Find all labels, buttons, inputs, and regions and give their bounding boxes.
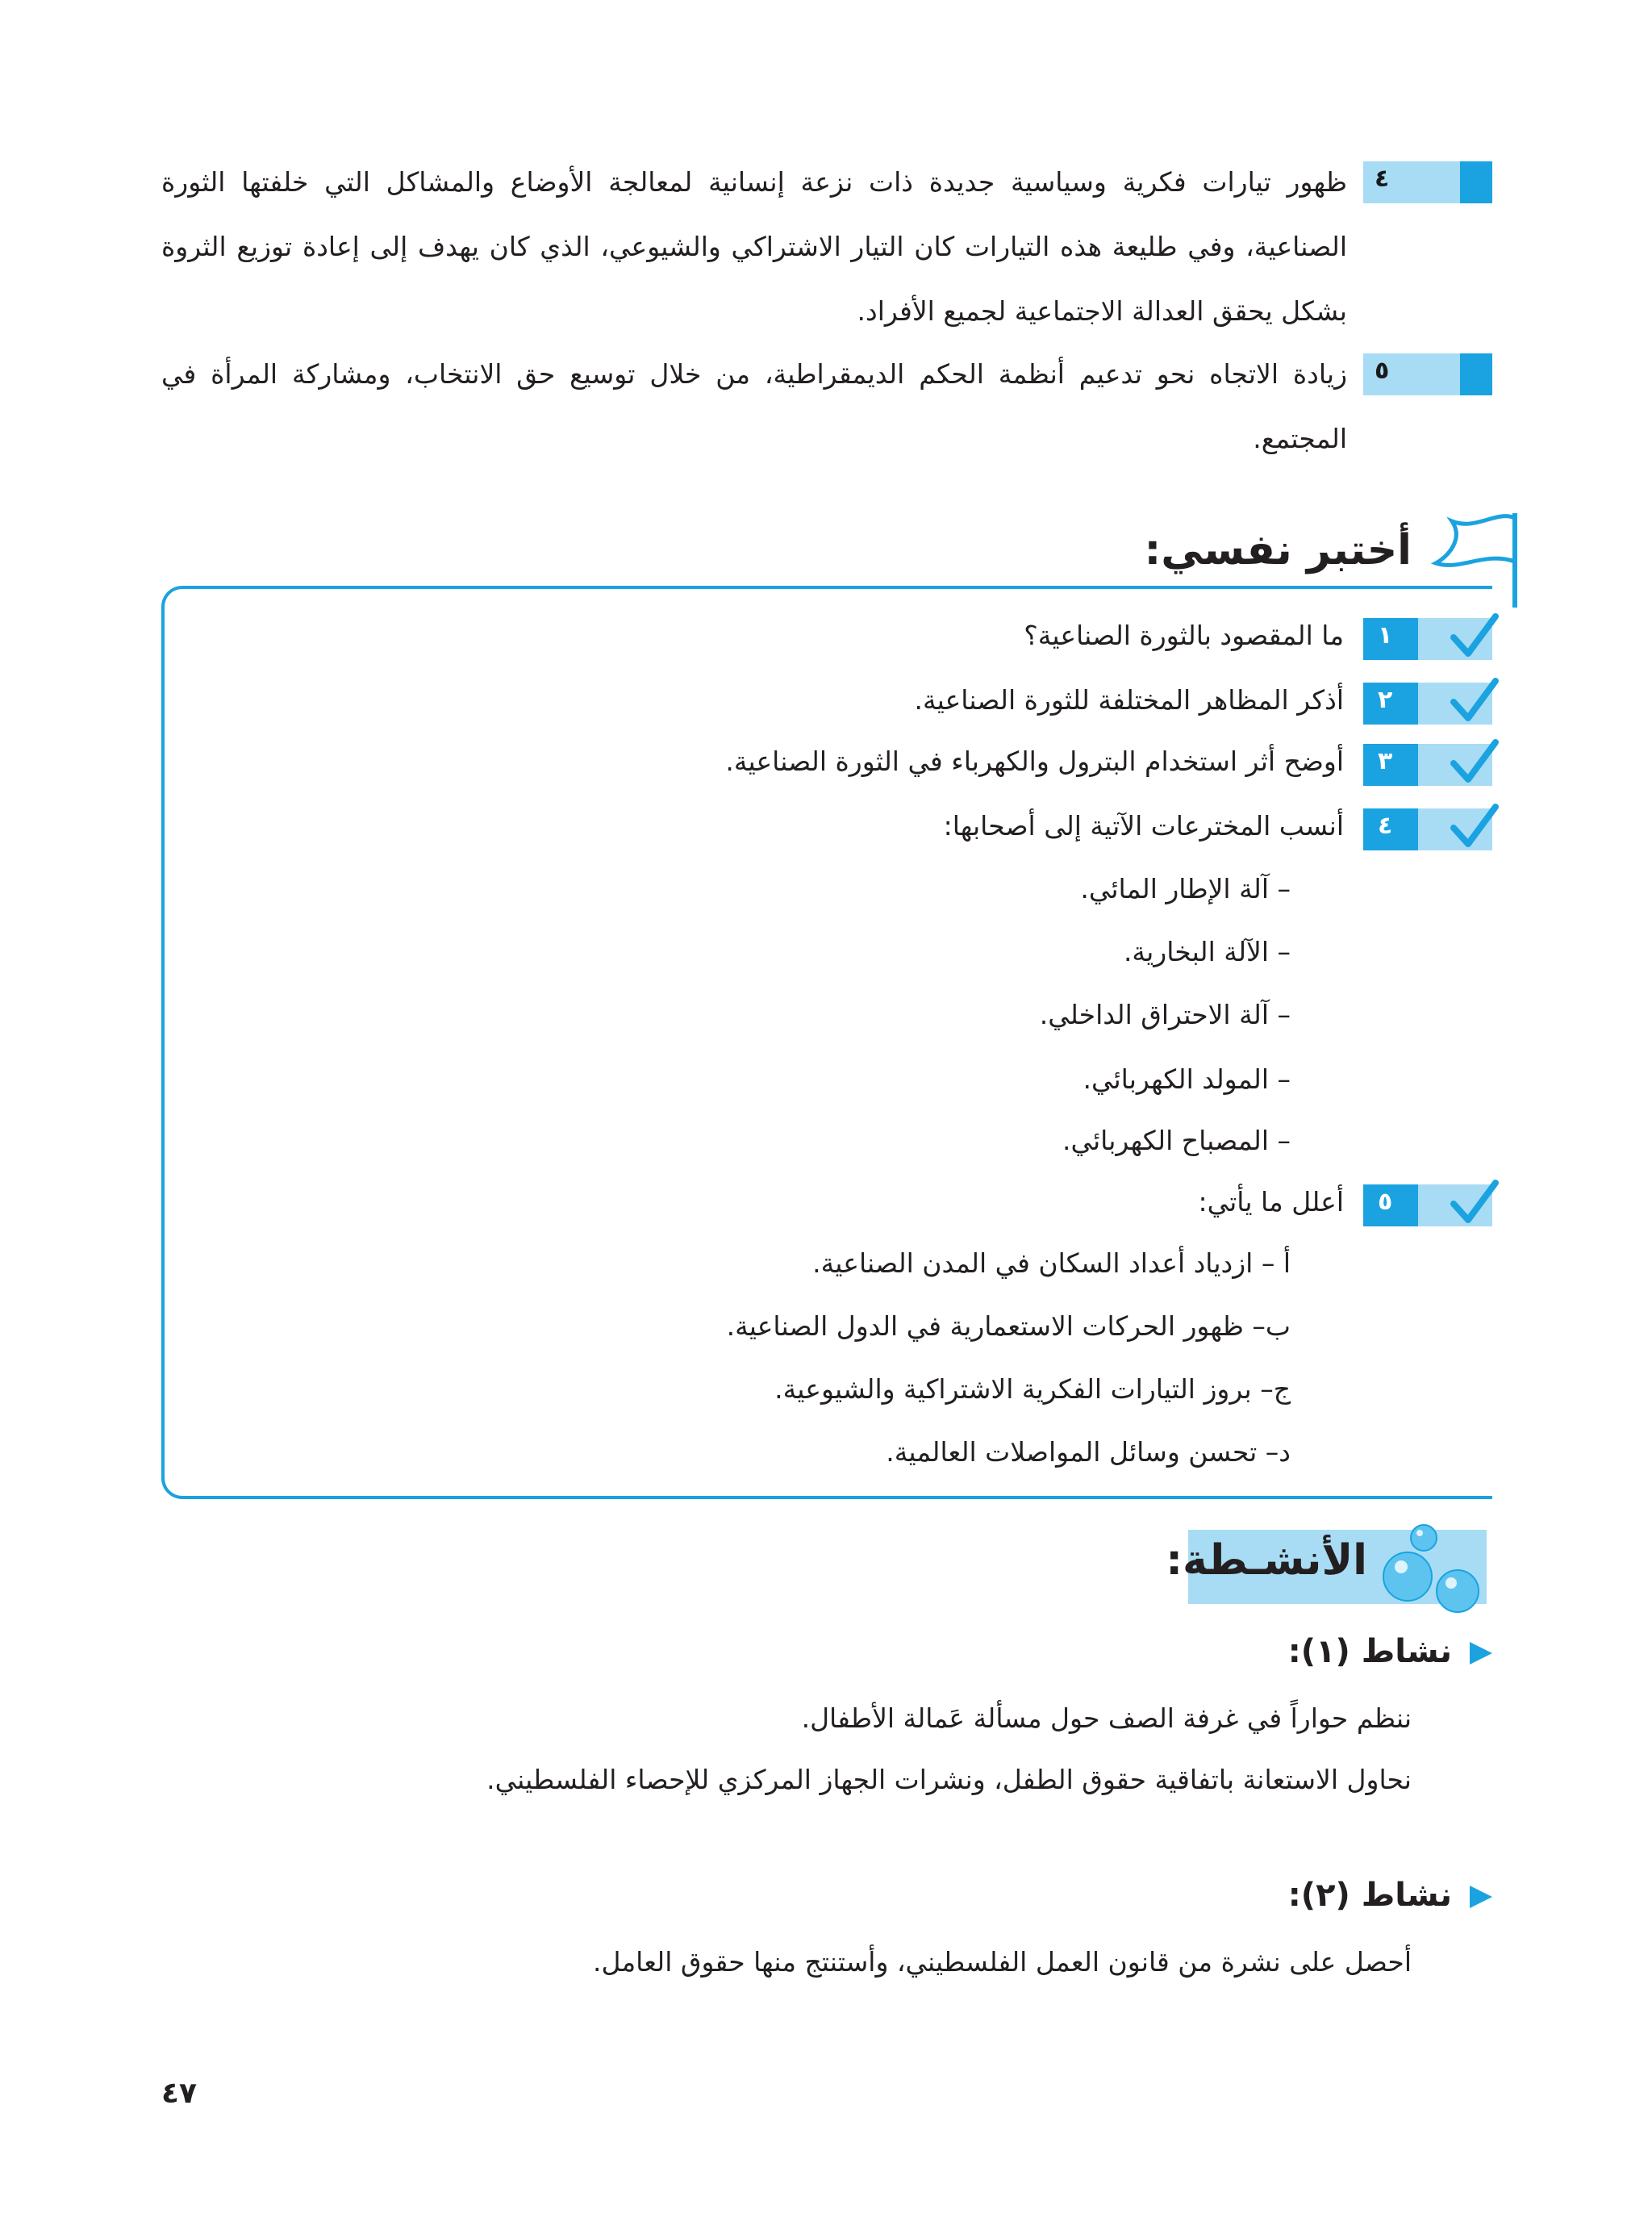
question-number-tab xyxy=(1363,618,1418,660)
point-number-tab xyxy=(1460,161,1492,203)
question-text: ما المقصود بالثورة الصناعية؟ xyxy=(1024,620,1344,651)
point-number-bar xyxy=(1363,353,1492,395)
question-number: ٣ xyxy=(1378,747,1393,775)
question-text: أوضح أثر استخدام البترول والكهرباء في الثورة الصناعية. xyxy=(725,746,1344,777)
check-icon xyxy=(1449,1176,1500,1228)
activity-1-heading xyxy=(1288,1633,1492,1670)
question-number: ٥ xyxy=(1378,1188,1393,1216)
point-text: ظهور تيارات فكرية وسياسية جديدة ذات نزعة إنسانية لمعالجة الأوضاع والمشاكل التي خلفتها الثورة الصناعية، وفي طليعة هذه التيارات كان التيار الاشتراكي والشيوعي، الذي كان يهدف إلى إعادة توزيع الثروة بشكل يحقق العدالة الاجتماعية لجميع الأفراد. xyxy=(161,166,1347,327)
inventions-list-item: – المصباح الكهربائي. xyxy=(1062,1125,1291,1156)
check-icon xyxy=(1449,800,1500,852)
check-icon xyxy=(1449,610,1500,662)
activity-2-heading xyxy=(1288,1877,1492,1914)
point-text: زيادة الاتجاه نحو تدعيم أنظمة الحكم الديمقراطية، من خلال توسيع حق الانتخاب، ومشاركة المرأة في المجتمع. xyxy=(161,358,1347,454)
point-number-tab xyxy=(1460,353,1492,395)
question-number-tab xyxy=(1363,744,1418,786)
reasoning-list-item: د– تحسن وسائل المواصلات العالمية. xyxy=(886,1436,1291,1468)
question-number-tab xyxy=(1363,683,1418,725)
check-icon xyxy=(1449,736,1500,787)
question-text: أعلل ما يأتي: xyxy=(1198,1186,1344,1218)
point-5 xyxy=(161,353,1492,471)
question-number-tab xyxy=(1363,808,1418,850)
reasoning-list-item: ب– ظهور الحركات الاستعمارية في الدول الصناعية. xyxy=(726,1310,1291,1342)
question-3 xyxy=(200,744,1652,792)
activities-banner xyxy=(1166,1530,1487,1604)
question-1 xyxy=(200,618,1652,666)
check-icon xyxy=(1449,675,1500,726)
triangle-bullet-icon xyxy=(1470,1886,1492,1908)
reasoning-list-item: أ – ازدياد أعداد السكان في المدن الصناعية. xyxy=(812,1247,1291,1279)
question-5 xyxy=(200,1184,1652,1233)
question-number: ٢ xyxy=(1378,686,1393,714)
activity-heading-text: نشاط (١): xyxy=(1287,1633,1452,1670)
inventions-list-item: – آلة الإطار المائي. xyxy=(1080,873,1291,904)
activities-title: الأنشـطة: xyxy=(1166,1536,1367,1585)
inventions-list-item: – آلة الاحتراق الداخلي. xyxy=(1039,999,1291,1030)
activity-line: أحصل على نشرة من قانون العمل الفلسطيني، وأستنتج منها حقوق العامل. xyxy=(593,1946,1412,1978)
activity-line: نحاول الاستعانة باتفاقية حقوق الطفل، ونشرات الجهاز المركزي للإحصاء الفلسطيني. xyxy=(486,1764,1412,1795)
bubbles-icon xyxy=(1374,1515,1495,1620)
inventions-list-item: – الآلة البخارية. xyxy=(1123,936,1291,967)
activity-line: ننظم حواراً في غرفة الصف حول مسألة عَمالة الأطفال. xyxy=(801,1702,1412,1734)
activity-heading-text: نشاط (٢): xyxy=(1287,1877,1452,1914)
point-number-bar xyxy=(1363,161,1492,203)
inventions-list-item: – المولد الكهربائي. xyxy=(1083,1063,1291,1095)
point-number: ٥ xyxy=(1375,357,1390,385)
question-number: ٤ xyxy=(1378,812,1393,840)
question-text: أذكر المظاهر المختلفة للثورة الصناعية. xyxy=(914,684,1344,716)
reasoning-list-item: ج– بروز التيارات الفكرية الاشتراكية والشيوعية. xyxy=(774,1373,1291,1405)
question-4 xyxy=(200,808,1652,857)
question-number-tab xyxy=(1363,1184,1418,1226)
triangle-bullet-icon xyxy=(1470,1642,1492,1665)
point-number: ٤ xyxy=(1375,165,1390,193)
question-number: ١ xyxy=(1378,621,1393,650)
page-number: ٤٧ xyxy=(161,2077,197,2110)
question-text: أنسب المخترعات الآتية إلى أصحابها: xyxy=(943,810,1344,842)
self-test-title: أختبر نفسي: xyxy=(1144,526,1412,574)
question-2 xyxy=(200,683,1652,731)
point-4 xyxy=(161,161,1492,344)
